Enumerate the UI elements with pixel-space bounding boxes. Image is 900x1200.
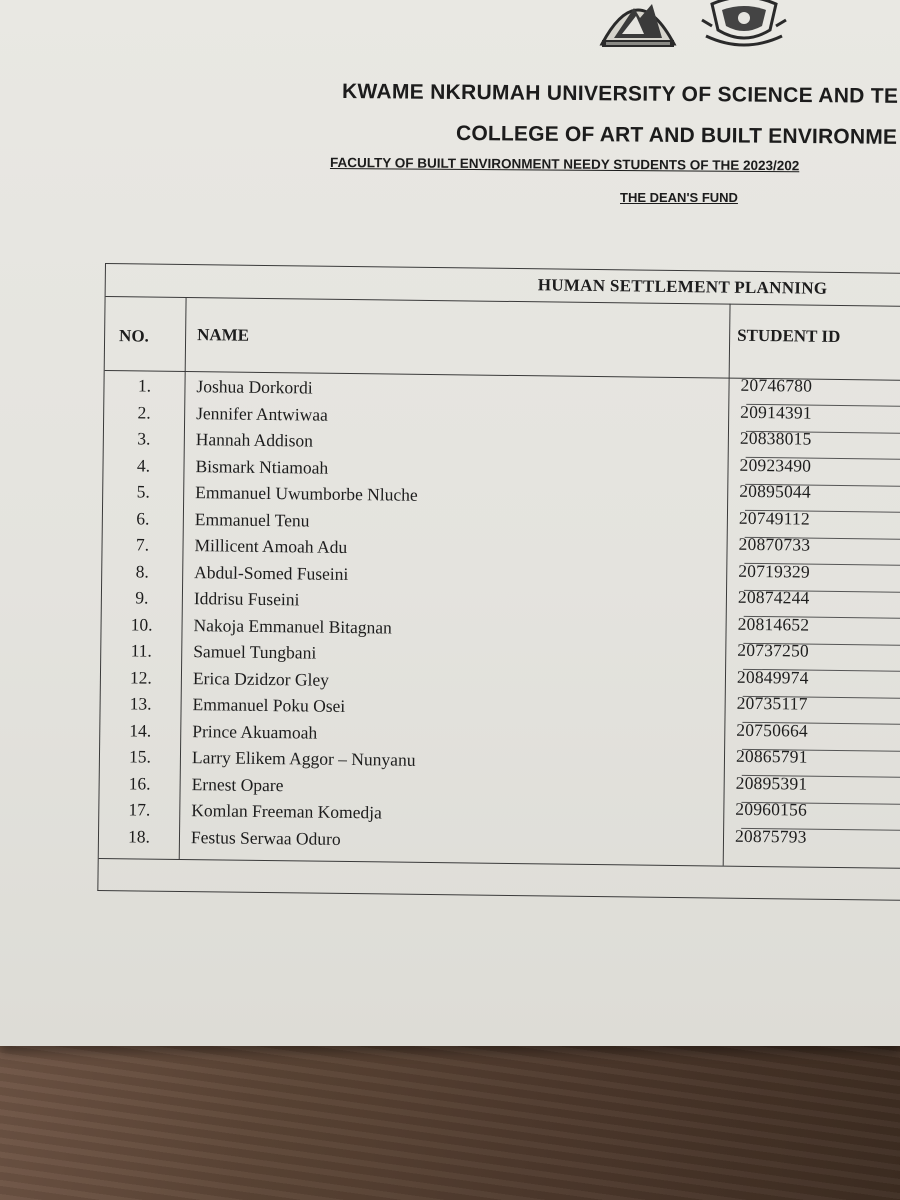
student-name: Emmanuel Poku Osei — [192, 694, 346, 716]
student-name: Jennifer Antwiwaa — [196, 402, 328, 425]
row-number: 14. — [129, 719, 152, 741]
student-id: 20914391 — [740, 401, 812, 423]
row-number: 6. — [136, 507, 150, 529]
row-number: 13. — [129, 693, 152, 714]
student-name: Festus Serwaa Oduro — [190, 826, 341, 849]
student-name: Komlan Freeman Komedja — [191, 800, 382, 823]
wooden-table-surface — [0, 1040, 900, 1200]
student-id: 20874244 — [737, 586, 810, 608]
row-number: 11. — [130, 640, 152, 661]
student-name: Joshua Dorkordi — [196, 376, 313, 398]
row-number: 3. — [137, 428, 151, 449]
student-id: 20719329 — [738, 560, 811, 582]
student-id: 20849974 — [736, 666, 809, 688]
student-id: 20735117 — [736, 692, 808, 714]
table-row — [99, 824, 900, 860]
student-id: 20838015 — [739, 427, 812, 449]
college-name: COLLEGE OF ART AND BUILT ENVIRONME — [455, 122, 898, 149]
row-number: 4. — [136, 454, 151, 476]
row-number: 5. — [136, 481, 150, 502]
fund-name: THE DEAN'S FUND — [620, 190, 738, 205]
student-id: 20737250 — [737, 639, 810, 661]
student-id: 20750664 — [736, 719, 809, 741]
university-crest-icon — [698, 0, 790, 52]
table-body — [99, 374, 900, 861]
student-name: Abdul-Somed Fuseini — [194, 561, 349, 584]
student-name: Prince Akuamoah — [192, 720, 318, 743]
student-id: 20749112 — [738, 507, 811, 529]
row-number: 7. — [135, 534, 150, 555]
row-number: 9. — [135, 587, 149, 608]
table-title-row — [106, 264, 900, 307]
student-id: 20960156 — [735, 798, 808, 820]
student-id: 20870733 — [738, 533, 811, 555]
student-id: 20895391 — [735, 772, 808, 794]
student-id: 20895044 — [739, 480, 811, 502]
student-id: 20923490 — [739, 454, 812, 476]
row-number: 12. — [129, 666, 153, 688]
row-number: 15. — [128, 746, 152, 767]
column-header-no: NO. — [118, 326, 149, 346]
student-name: Ernest Opare — [191, 773, 284, 795]
student-name: Iddrisu Fuseini — [193, 588, 300, 610]
table-title: HUMAN SETTLEMENT PLANNING — [537, 275, 828, 298]
student-name: Erica Dzidzor Gley — [192, 667, 330, 690]
student-name: Hannah Addison — [195, 429, 314, 451]
university-name: KWAME NKRUMAH UNIVERSITY OF SCIENCE AND TE — [341, 80, 899, 108]
row-number: 2. — [137, 401, 151, 423]
row-number: 10. — [130, 613, 153, 635]
student-name: Emmanuel Tenu — [194, 508, 310, 531]
row-number: 8. — [135, 560, 149, 582]
student-name: Nakoja Emmanuel Bitagnan — [193, 614, 392, 638]
student-id: 20875793 — [734, 825, 807, 847]
student-id: 20865791 — [735, 745, 808, 767]
student-name: Millicent Amoah Adu — [194, 535, 348, 557]
student-id: 20814652 — [737, 613, 810, 635]
student-name: Bismark Ntiamoah — [195, 455, 329, 478]
student-name: Samuel Tungbani — [193, 641, 317, 663]
student-name: Emmanuel Uwumborbe Nluche — [195, 482, 418, 505]
row-number: 16. — [128, 772, 151, 794]
faculty-heading: FACULTY OF BUILT ENVIRONMENT NEEDY STUDENTS OF THE 2023/202 — [329, 155, 800, 174]
row-number: 18. — [127, 825, 151, 847]
column-header-name: NAME — [197, 325, 250, 345]
row-number: 1. — [137, 375, 152, 396]
row-number: 17. — [128, 799, 151, 820]
student-name: Larry Elikem Aggor – Nunyanu — [191, 747, 416, 770]
table-bottom-separator — [99, 858, 900, 869]
students-table — [97, 263, 900, 901]
column-header-student-id: STUDENT ID — [737, 325, 841, 346]
student-id: 20746780 — [740, 374, 813, 396]
college-logo-icon — [592, 0, 684, 52]
